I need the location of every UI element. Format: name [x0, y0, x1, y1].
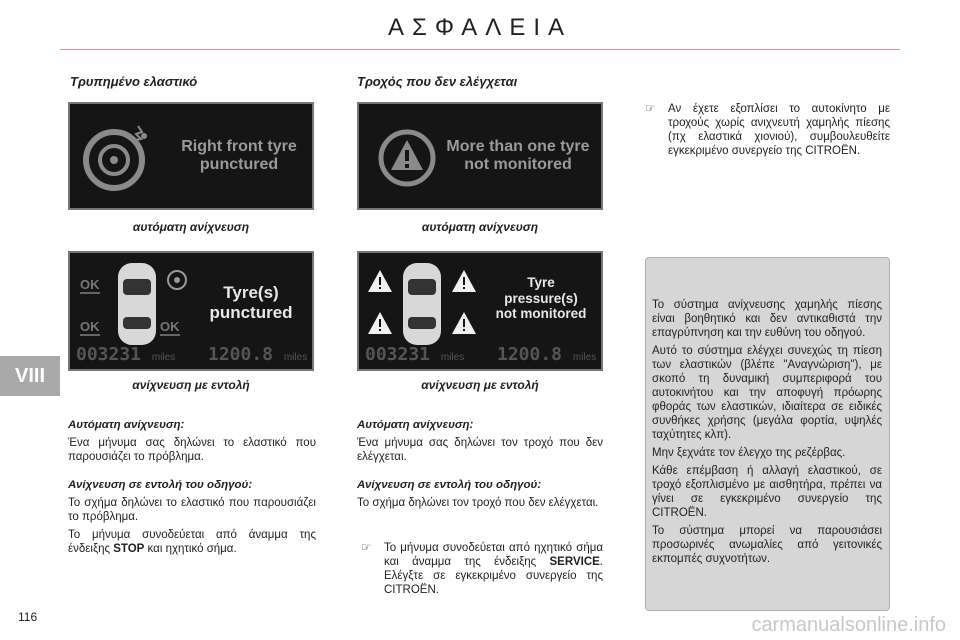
ok-label-rear-right: OK: [160, 319, 180, 334]
watermark: carmanualsonline.info: [751, 614, 946, 636]
car-top-view-icon: [114, 259, 160, 349]
caption-auto: αυτόματη ανίχνευση: [421, 220, 539, 234]
odometer: 003231 miles: [76, 344, 176, 365]
manual-detection-text-1: Το σχήμα δηλώνει το ελαστικό που παρουσιάζει το πρόβλημα.: [68, 497, 316, 523]
page-number: 116: [18, 610, 38, 624]
manual-detection-title: Ανίχνευση σε εντολή του οδηγού:: [357, 479, 542, 491]
display-tyre-pressure-not-monitored: [357, 251, 603, 371]
warning-triangle-icon: [367, 269, 393, 293]
manual-detection-title: Ανίχνευση σε εντολή του οδηγού:: [68, 479, 253, 491]
message-line-1: Right front tyre: [181, 138, 297, 155]
chapter-tab: VIII: [0, 356, 60, 396]
message-line-2: not monitored: [464, 156, 572, 174]
auto-detection-title: Αυτόματη ανίχνευση:: [357, 419, 474, 431]
display-tyres-not-monitored: [357, 102, 603, 210]
info-paragraph-1: Το σύστημα ανίχνευσης χαμηλής πίεσης είναι βοηθητικό και δεν αντικαθιστά την επαγρύπνηση και την ευθύνη του οδηγού.: [652, 299, 882, 339]
left-heading: Τρυπημένο ελαστικό: [70, 74, 198, 89]
info-box: [645, 257, 890, 611]
auto-detection-title: Αυτόματη ανίχνευση:: [68, 419, 185, 431]
odometer: 003231 miles: [365, 344, 465, 365]
title-divider: [60, 49, 900, 50]
message-line-2: punctured: [199, 156, 279, 174]
bullet-hand-icon: ☞: [361, 542, 372, 554]
left-text: [68, 418, 316, 560]
ok-label-front-left: OK: [80, 277, 100, 292]
manual-detection-text-2: Το μήνυμα συνοδεύεται από άναμμα της ένδειξης STOP και ηχητικό σήμα.: [68, 529, 316, 555]
tyre-warning-triangle-icon: [377, 118, 437, 198]
manual-detection-text-1: Το σχήμα δηλώνει τον τροχό που δεν ελέγχεται.: [357, 497, 599, 509]
info-paragraph-3: Μην ξεχνάτε τον έλεγχο της ρεζέρβας.: [652, 447, 846, 459]
display-tyres-punctured: [68, 251, 314, 371]
car-top-view-icon: [399, 259, 445, 349]
page-title: ΑΣΦΑΛΕΙΑ: [387, 14, 573, 41]
message-line-1: Tyre: [527, 275, 555, 290]
info-paragraph-2: Αυτό το σύστημα ελέγχει συνεχώς τη πίεση των ελαστικών (βλέπε "Αναγνώριση"), με σκοπό τη δυναμική συμπεριφορά του αυτοκινήτου και την αποφυγή πρόωρης φθοράς των ελαστικών, ιδιαίτερα σε ειδικές συνθήκες χρήσης (μεγάλα φορτία, υψηλές ταχύτητες κλπ).: [652, 345, 882, 441]
message-line-2: punctured: [209, 302, 293, 322]
tyre-puncture-icon: [78, 116, 158, 196]
message-line-1: More than one tyre: [446, 138, 590, 155]
auto-detection-text: Ένα μήνυμα σας δηλώνει το ελαστικό που παρουσιάζει το πρόβλημα.: [68, 437, 316, 463]
middle-bullet-text: Το μήνυμα συνοδεύεται από ηχητικό σήμα και άναμμα της ένδειξης SERVICE. Ελέγξτε σε εγκεκριμένο συνεργείο της CITROËN.: [384, 542, 603, 596]
middle-heading: Τροχός που δεν ελέγχεται: [357, 74, 518, 89]
display-right-front-punctured: [68, 102, 314, 210]
warning-triangle-icon: [451, 311, 477, 335]
trip-meter: 1200.8 miles: [497, 344, 597, 365]
auto-detection-text: Ένα μήνυμα σας δηλώνει τον τροχό που δεν ελέγχεται.: [357, 437, 603, 463]
ok-label-rear-left: OK: [80, 319, 100, 334]
middle-text: [357, 418, 603, 514]
caption-auto: αυτόματη ανίχνευση: [132, 220, 250, 234]
message-line-3: not monitored: [495, 306, 587, 322]
caption-manual: ανίχνευση με εντολή: [132, 378, 250, 392]
right-bullet-text: Αν έχετε εξοπλίσει το αυτοκίνητο με τροχούς χωρίς ανιχνευτή χαμηλής πίεσης (πχ ελαστικά χιονιού), συμβουλευθείτε εγκεκριμένο συνεργείο της CITROËN.: [668, 103, 890, 157]
message-line-2: pressure(s): [504, 290, 578, 306]
message-line-1: Tyre(s): [223, 283, 279, 302]
bullet-hand-icon: ☞: [645, 103, 656, 115]
warning-triangle-icon: [451, 269, 477, 293]
warning-triangle-icon: [367, 311, 393, 335]
caption-manual: ανίχνευση με εντολή: [421, 378, 539, 392]
trip-meter: 1200.8 miles: [208, 344, 308, 365]
info-paragraph-4: Κάθε επέμβαση ή αλλαγή ελαστικού, σε τροχό εξοπλισμένο με αισθητήρα, πρέπει να γίνει σε εγκεκριμένο συνεργείο της CITROËN.: [652, 465, 882, 519]
info-paragraph-5: Το σύστημα μπορεί να παρουσιάσει προσωρινές ανωμαλίες από γειτονικές εκπομπές συχνοτήτων.: [652, 525, 882, 565]
tyre-warning-icon: [166, 269, 188, 291]
